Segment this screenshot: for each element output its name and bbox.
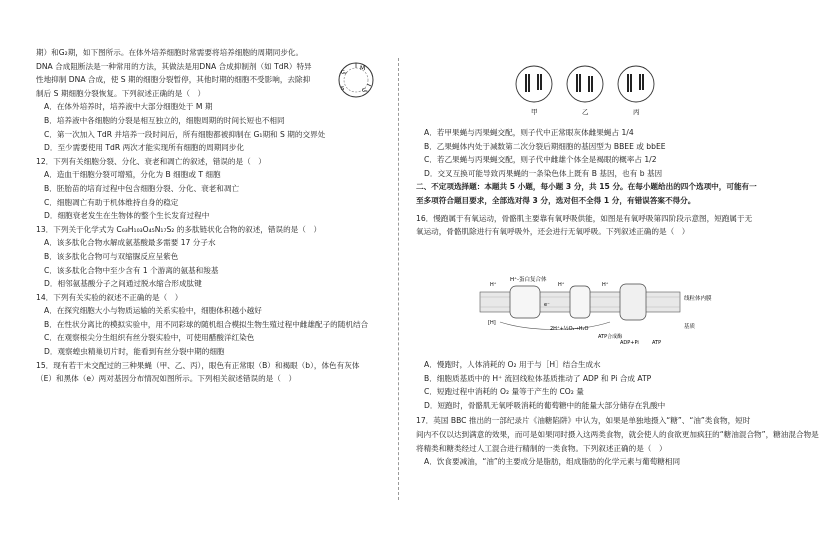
q14-stem: 14．下列有关实验的叙述不正确的是（ ） (36, 292, 183, 302)
cycle-tick (367, 84, 371, 86)
q15-option-a: A．若甲果蝇与丙果蝇交配，则子代中正常眼灰体雌果蝇占 1/4 (424, 128, 634, 137)
q11-option-c: C．第一次加入 TdR 并培养一段时间后，所有细胞都被抑制在 G₁期和 S 期的交界处 (44, 129, 326, 139)
label-matrix: 基质 (684, 324, 696, 330)
q13-stem: 13．下列关于化学式为 C₆₃H₁₀₃O₄₅N₁₇S₂ 的多肽链状化合物的叙述，错误的是（ ） (36, 224, 322, 234)
q12-option-d: D．细胞衰老发生在生物体的整个生长发育过程中 (44, 211, 210, 221)
cycle-label-g1: G₁ (362, 88, 368, 94)
q11-text-1: 期）和G₂期，如下图所示。在体外培养细胞时常需要将培养细胞的周期同步化。 (36, 48, 304, 57)
q12-option-a: A．造血干细胞分裂可增殖，分化为 B 细胞或 T 细胞 (44, 170, 221, 180)
q11-text-4: 制后 S 期细胞分裂恢复。下列叙述正确的是（ ） (36, 88, 206, 98)
label-atp: ATP (652, 340, 662, 346)
q12-stem: 12．下列有关细胞分裂、分化、衰老和凋亡的叙述，错误的是（ ） (36, 156, 266, 166)
q13-option-b: B．该多肽化合物可与双缩脲反应呈紫色 (44, 251, 179, 261)
q11-text-2: DNA 合成阻断法是一种常用的方法，其做法是用DNA 合成抑制剂（如 TdR）特异 (36, 61, 312, 71)
fly-cell-jia (516, 66, 552, 102)
q16-stem-2: 氧运动，骨骼肌除进行有氧呼吸外，还会进行无氧呼吸。下列叙述正确的是（ ） (416, 227, 690, 237)
label-h-plus: H⁺ (490, 282, 497, 288)
q16-option-d: D．短跑时，骨骼肌无氧呼吸消耗的葡萄糖中的能量大部分储存在乳酸中 (424, 400, 666, 410)
atp-synthase (620, 284, 646, 320)
section-2-heading-1: 二、不定项选择题：本题共 5 小题，每小题 3 分，共 15 分。在每小题给出的四个选项中，可能有一 (416, 182, 757, 192)
q16-option-a: A．慢跑时，人体消耗的 O₂ 用于与［H］结合生成水 (424, 360, 601, 369)
q14-option-d: D．观察蝗虫精巢切片时，能看到有丝分裂中期的细胞 (44, 347, 225, 357)
q15-option-d: D．交叉互换可能导致丙果蝇的一条染色体上既有 B 基因，也有 b 基因 (424, 168, 663, 178)
cell-cycle-diagram (334, 58, 378, 102)
label-reaction: 2H⁺+½O₂→H₂O (550, 326, 589, 332)
label-atp-synthase: ATP合成酶 (598, 334, 623, 340)
q11-text-3: 性地抑制 DNA 合成，使 S 期的细胞分裂暂停，其他时期的细胞不受影响，去除抑 (36, 75, 311, 85)
label-h-plus: H⁺ (602, 282, 609, 288)
cycle-label-m: M (360, 65, 366, 72)
fly-label-yi: 乙 (582, 108, 589, 116)
q17-stem-2: 间内不仅以达到满意的效果，而可是如果同时摄入这两类食物，就会使人的食欲更加疯狂的“糖油混合物”，糖油混合物是 (416, 429, 819, 439)
fly-chromosome-figure (510, 62, 660, 118)
q17-stem-3: 将精类和糖类经过人工混合进行精制的一类食物。下列叙述正确的是（ ） (416, 443, 667, 453)
q17-option-a: A．饮食要减油，“油”的主要成分是脂肪，组成脂肪的化学元素与葡萄糖相同 (424, 457, 681, 467)
fly-label-bing: 丙 (633, 108, 640, 116)
label-inner-membrane: 线粒体内膜 (684, 296, 712, 302)
protein-complex (510, 286, 540, 318)
label-h-plus: H⁺ (558, 282, 565, 288)
q12-option-c: C．细胞凋亡有助于机体维持自身的稳定 (44, 197, 179, 207)
q13-option-a: A．该多肽化合物水解成氨基酸最多需要 17 分子水 (44, 238, 216, 248)
q15-option-c: C．若乙果蝇与丙果蝇交配，则子代中雌雄个体全是褐眼的概率占 1/2 (424, 155, 657, 165)
q16-option-c: C．短跑过程中消耗的 O₂ 量等于产生的 CO₂ 量 (424, 387, 584, 397)
right-column-top (416, 126, 760, 239)
column-divider (398, 58, 399, 500)
label-electron: e⁻ (544, 302, 550, 308)
protein-complex (570, 286, 590, 318)
label-protein-complex: H⁺-蛋白复合体 (510, 277, 547, 283)
left-column (36, 46, 380, 386)
q14-option-b: B．在性状分离比的模拟实验中，用不同彩球的随机组合模拟生物生殖过程中雌雄配子的随机结合 (44, 319, 369, 329)
q16-stem-1: 16．慢跑属于有氧运动，骨骼肌主要靠有氧呼吸供能，如图是有氧呼吸第四阶段示意图，短跑属于无 (416, 213, 753, 223)
q14-option-a: A．在探究细胞大小与物质运输的关系实验中，细胞体积越小越好 (44, 306, 262, 316)
q12-option-b: B．胚胎苗的培育过程中包含细胞分裂、分化、衰老和凋亡 (44, 183, 240, 193)
cycle-label-g2: G₂ (341, 70, 347, 76)
cycle-label-s: S (341, 86, 345, 92)
q17-stem-1: 17．英国 BBC 推出的一部纪录片《油糖陷阱》中认为，如果是单独地摄入“糖”、“油”类食物，短时 (416, 416, 751, 426)
q14-option-c: C．在观察根尖分生组织有丝分裂实验中，可使用醋酸洋红染色 (44, 333, 255, 343)
fly-cell-bing (618, 66, 654, 102)
q16-option-b: B．细胞质基质中的 H⁺ 流回线粒体基质推动了 ADP 和 Pi 合成 ATP (424, 373, 652, 383)
fly-cell-yi (567, 66, 603, 102)
respiration-membrane-diagram (470, 272, 720, 352)
right-column-bottom (416, 358, 819, 469)
fly-label-jia: 甲 (531, 108, 538, 116)
q15-stem-1: 15．现有若干未交配过的三种果蝇（甲、乙、丙），眼色有正常眼（B）和褐眼（b），体色有灰体 (36, 360, 360, 370)
section-2-heading-2: 至多项符合题目要求，全部选对得 3 分，选对但不全得 1 分，有错误答案不得分。 (416, 195, 696, 205)
q11-option-a: A．在体外培养时，培养液中大部分细胞处于 M 期 (44, 102, 213, 112)
q15-option-b: B．乙果蝇体内处于减数第二次分裂后期细胞的基因型为 BBEE 或 bbEE (424, 141, 666, 151)
q11-option-b: B．培养液中各细胞的分裂是相互独立的，细胞周期的时间长短也不相同 (44, 115, 285, 125)
label-nadh: [H] (488, 320, 496, 326)
q13-option-d: D．相邻氨基酸分子之间通过脱水缩合形成肽键 (44, 279, 202, 289)
q15-stem-2: （E）和黑体（e）两对基因分布情况如图所示。下列相关叙述错误的是（ ） (36, 374, 297, 384)
q13-option-c: C．该多肽化合物中至少含有 1 个游离的氨基和羧基 (44, 265, 219, 275)
q11-option-d: D．至少需要使用 TdR 两次才能实现所有细胞的周期同步化 (44, 143, 245, 153)
label-adp: ADP+Pi (620, 340, 639, 346)
